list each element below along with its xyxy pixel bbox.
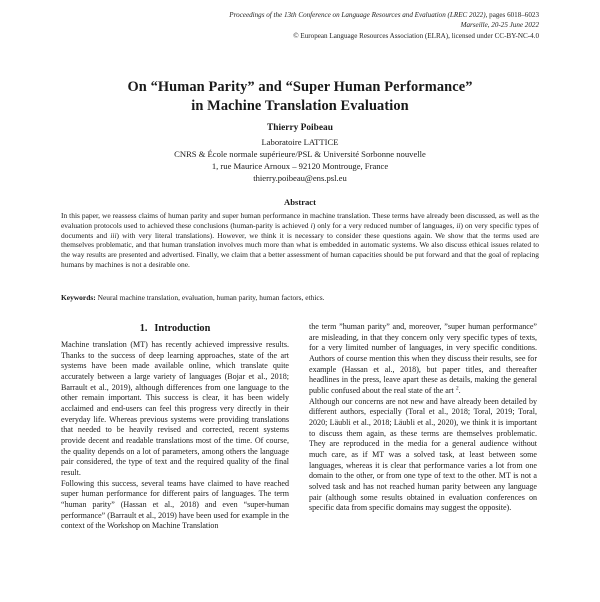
footnote-marker: 2 xyxy=(455,385,459,392)
abstract-text-part-2: ) only for a very reduced number of languages, xyxy=(312,220,457,230)
abstract-text-part-3: ) on very specific types of documents and xyxy=(61,220,539,240)
paragraph: Following this success, several teams have claimed to have reached super human performance for different pairs of languages. The term “human parity” (Hassan et al., 2018) and even “super-human performance” (Barrault et al., 2019) have been used for example in the context of the Workshop on Machine Translation xyxy=(61,478,289,531)
paragraph: Although our concerns are not new and have already been detailed by different authors, especially (Toral et al., 2018; Toral, 2019; Toral, 2020; Läubli et al., 2018; Läubli et al., 2020), we think it is important to discuss them again, as these terms are themselves problematic. They are reproduced in the media for a general audience without much care, as if MT was a solved task, at least between some languages, whereas it is clear that performance varies a lot from one domain to the other, or from one type of text to the other. MT is not a solved task and has not reached human parity between any language pair (although some results obtained in evaluation conferences on specific data from specific domains may suggest the opposite). xyxy=(309,396,537,513)
section-number: 1. xyxy=(139,323,148,334)
author-institution: CNRS & École normale supérieure/PSL & Université Sorbonne nouvelle xyxy=(174,149,426,160)
proceedings-title: Proceedings of the 13th Conference on Language Resources and Evaluation (LREC 2022) xyxy=(229,11,486,19)
keywords-value: Neural machine translation, evaluation, human parity, human factors, ethics. xyxy=(95,293,325,302)
body-column-left xyxy=(61,340,289,602)
author-name: Thierry Poibeau xyxy=(267,123,333,133)
page-title-line-2: in Machine Translation Evaluation xyxy=(191,97,409,114)
author-block xyxy=(61,122,539,184)
publication-header xyxy=(119,10,539,41)
abstract-body xyxy=(61,211,539,270)
page-title-line-1: On “Human Parity” and “Super Human Performance” xyxy=(127,78,473,95)
abstract-marker-ii: ii xyxy=(456,220,461,230)
abstract-text-part-4: ) with very literal translations). However, we think it is necessary to consider these questions again. We show that the terms used are themselves problematic, and that human translation involves much more than what is embedded in automatic systems. We also discuss ethical issues related to the way results are presented and advertised. Finally, we claim that a better assessment of human capacities should be put forward and that the goal of replacing humans by machines is not a desirable one. xyxy=(61,230,539,269)
page-range: , pages 6018–6023 xyxy=(485,11,539,19)
paragraph-text-end: . xyxy=(458,385,461,395)
abstract-marker-i: i xyxy=(310,220,313,230)
author-email: thierry.poibeau@ens.psl.eu xyxy=(253,173,347,184)
section-heading-introduction xyxy=(61,322,289,335)
paragraph xyxy=(309,322,537,397)
abstract-marker-iii: iii xyxy=(110,230,117,240)
abstract-heading: Abstract xyxy=(284,197,316,207)
keywords-line xyxy=(61,293,539,303)
section-title: Introduction xyxy=(154,323,211,334)
paragraph-text: the term ”human parity” and, moreover, ”super human performance” are misleading, in that they concern only very specific types of texts, for a very limited number of languages, in very specific conditions. Authors of course mention this when they discuss their results, see for example (Hassan et al., 2018), but paper titles, and thereafter headlines in the press, leave apart these as details, making the general public confused about the real state of the art xyxy=(309,322,537,395)
body-column-right xyxy=(309,322,537,602)
conference-location-date: Marseille, 20-25 June 2022 xyxy=(460,21,539,30)
author-address: 1, rue Maurice Arnoux – 92120 Montrouge, France xyxy=(211,161,389,172)
publication-header-line-1 xyxy=(119,10,539,20)
paragraph: Machine translation (MT) has recently achieved impressive results. Thanks to the success of deep learning approaches, state of the art systems have been made available online, which translate quite accurately between a large variety of languages (Bojar et al., 2018; Barrault et al., 2019), although differences from one language to the other remain important. This success is clear, it has been widely acclaimed and end-users can feel this progress very directly in their everyday life. Whereas previous systems were providing translations that needed to be heavily revised and corrected, recent systems provide decent and readable translations most of the time. Of course, the quality depends on a lot of parameters, among others the language pair considered, the type of text and the required quality of the final result. xyxy=(61,340,289,477)
page-title xyxy=(61,78,539,116)
copyright-license: © European Language Resources Association (ELRA), licensed under CC-BY-NC-4.0 xyxy=(293,31,539,40)
abstract-text-part-1: In this paper, we reassess claims of human parity and super human performance in machine translation. These terms have already been discussed, as well as the evaluation protocols used to achieved these conclusions (human-parity is achieved xyxy=(61,211,539,230)
author-affiliation: Laboratoire LATTICE xyxy=(261,137,339,147)
keywords-label: Keywords: xyxy=(61,293,96,302)
